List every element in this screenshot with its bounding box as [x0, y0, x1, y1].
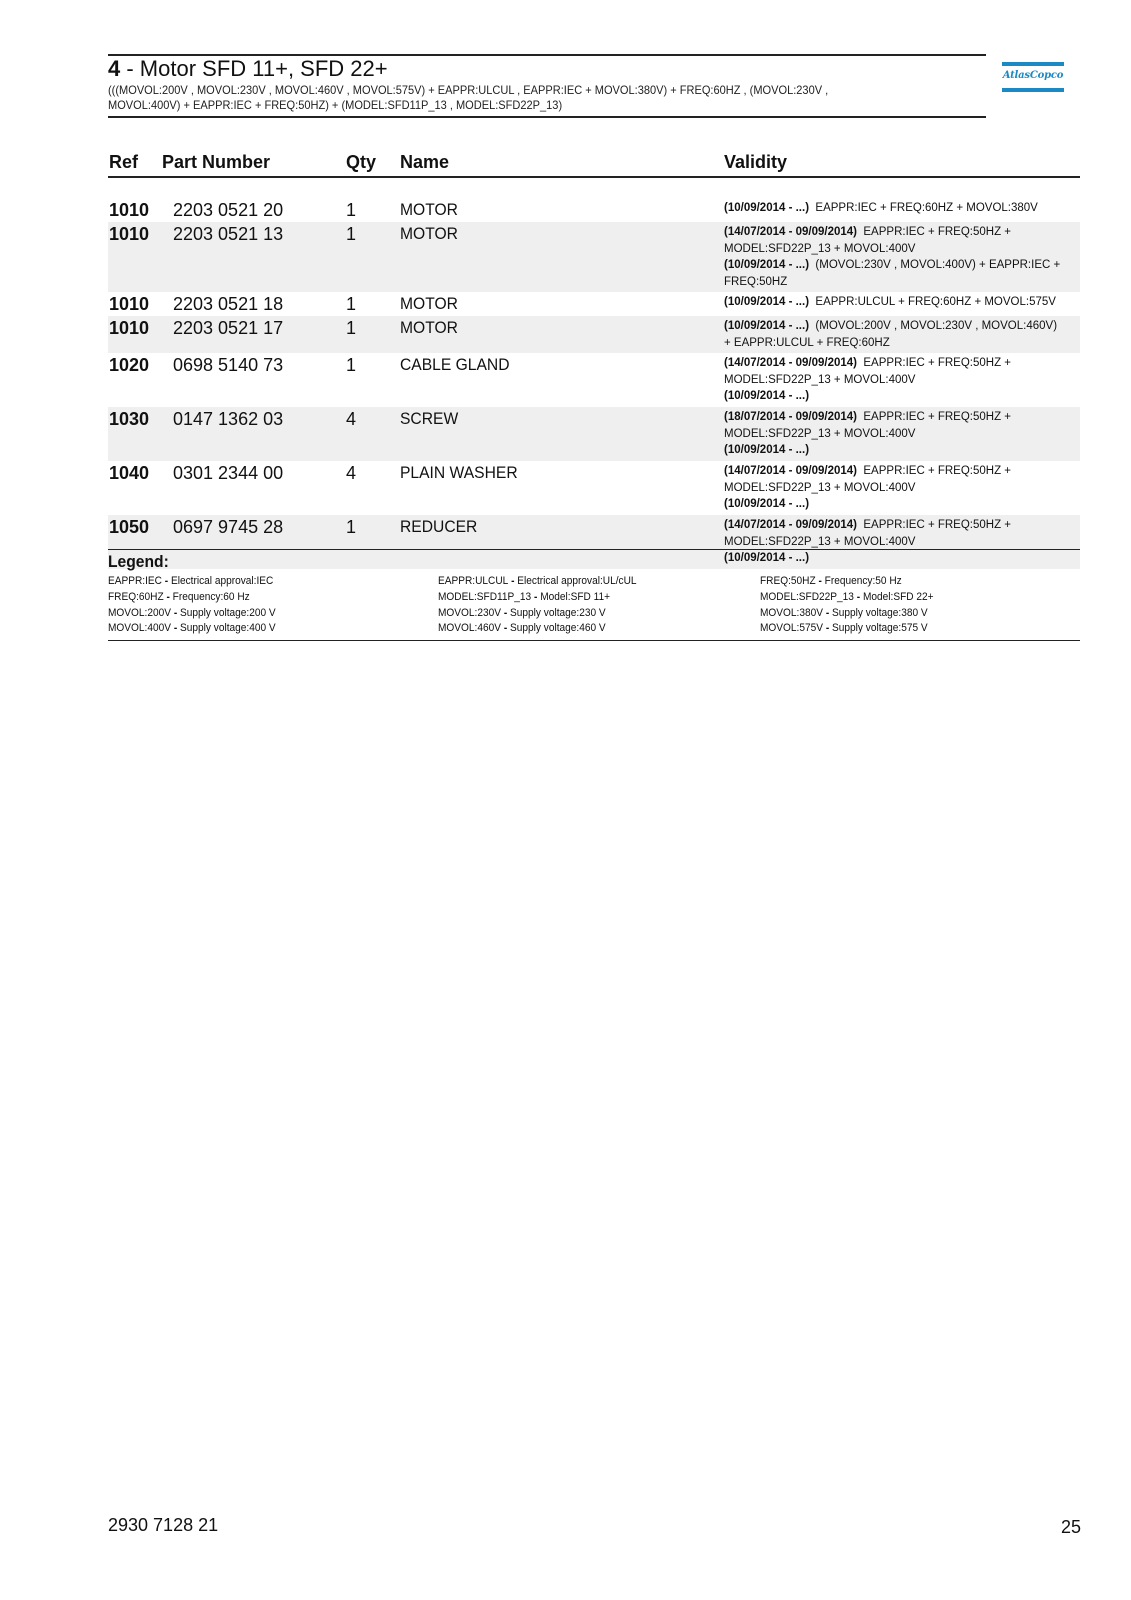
- logo-text: AtlasCopco: [1002, 70, 1064, 81]
- legend-item: [760, 621, 934, 637]
- legend-key: MOVOL:575V: [760, 622, 824, 635]
- legend-separator: -: [531, 590, 541, 603]
- cell-qty: 1: [346, 224, 357, 244]
- table-header: [108, 150, 1080, 178]
- legend-grid: [108, 574, 1080, 638]
- legend-column: [438, 574, 637, 637]
- legend-description: Electrical approval:IEC: [170, 575, 274, 587]
- table-row: [108, 407, 1080, 461]
- legend-description: Supply voltage:230 V: [510, 606, 606, 619]
- legend-item: [108, 621, 276, 637]
- legend-key: FREQ:60HZ: [108, 590, 164, 603]
- table-row: [108, 316, 1080, 353]
- validity-entry: [724, 388, 1064, 405]
- table-row: [108, 222, 1080, 292]
- validity-entry: [724, 257, 1064, 290]
- legend-key: EAPPR:IEC: [108, 575, 162, 587]
- validity-date-range: (10/09/2014 - ...): [724, 498, 810, 510]
- table-body: [108, 198, 1080, 569]
- validity-date-range: (14/07/2014 - 09/09/2014): [724, 465, 857, 477]
- legend-separator: -: [163, 590, 173, 603]
- validity-condition: EAPPR:IEC + FREQ:60HZ + MOVOL:380V: [815, 202, 1038, 214]
- validity-date-range: (14/07/2014 - 09/09/2014): [724, 357, 857, 369]
- validity-date-range: (14/07/2014 - 09/09/2014): [724, 519, 857, 531]
- cell-validity: [724, 316, 1064, 353]
- validity-condition: EAPPR:ULCUL + FREQ:60HZ + MOVOL:575V: [815, 296, 1056, 308]
- legend-item: [108, 590, 276, 606]
- section-title: - Motor SFD 11+, SFD 22+: [120, 56, 388, 81]
- cell-name: SCREW: [400, 409, 459, 428]
- legend-separator: -: [501, 606, 511, 619]
- cell-qty: 1: [346, 355, 357, 375]
- legend-key: MOVOL:460V: [438, 622, 502, 635]
- validity-entry: [724, 442, 1064, 459]
- cell-validity: [724, 461, 1064, 515]
- cell-qty: 1: [346, 294, 357, 314]
- legend-key: MOVOL:200V: [108, 606, 172, 619]
- legend-item: [760, 590, 934, 606]
- legend-key: MOVOL:230V: [438, 606, 502, 619]
- legend-item: [438, 621, 637, 637]
- cell-validity: [724, 222, 1064, 292]
- cell-validity: [724, 198, 1064, 219]
- validity-date-range: (10/09/2014 - ...): [724, 296, 810, 308]
- cell-validity: [724, 353, 1064, 407]
- cell-ref: 1040: [109, 463, 150, 483]
- validity-date-range: (10/09/2014 - ...): [724, 390, 810, 402]
- page-number: 25: [1060, 1517, 1081, 1537]
- logo-bottom-bar: [1002, 88, 1064, 92]
- legend-separator: -: [508, 575, 518, 587]
- validity-date-range: (18/07/2014 - 09/09/2014): [724, 411, 857, 423]
- validity-date-range: (10/09/2014 - ...): [724, 259, 810, 271]
- legend-separator: -: [171, 622, 181, 635]
- validity-condition: EAPPR:IEC + FREQ:50HZ + MODEL:SFD22P_13 + MOVOL:400V: [724, 465, 1012, 494]
- page-header: [108, 54, 986, 118]
- legend-description: Model:SFD 22+: [862, 590, 934, 603]
- legend-key: FREQ:50HZ: [760, 575, 816, 587]
- legend-separator: -: [501, 622, 511, 635]
- legend-separator: -: [823, 622, 833, 635]
- legend-description: Frequency:50 Hz: [824, 575, 902, 587]
- validity-date-range: (14/07/2014 - 09/09/2014): [724, 226, 857, 238]
- legend-separator: -: [853, 590, 863, 603]
- legend-item: [108, 606, 276, 622]
- header-part-number: Part Number: [162, 152, 271, 172]
- legend-key: MODEL:SFD22P_13: [760, 590, 854, 603]
- legend-item: [760, 606, 934, 622]
- validity-condition: (MOVOL:230V , MOVOL:400V) + EAPPR:IEC + FREQ:50HZ: [724, 259, 1061, 288]
- validity-entry: [724, 409, 1064, 442]
- legend-item: [438, 574, 637, 590]
- table-row: [108, 198, 1080, 222]
- atlas-copco-logo: [1002, 62, 1064, 94]
- validity-entry: [724, 463, 1064, 496]
- validity-condition: EAPPR:IEC + FREQ:50HZ + MODEL:SFD22P_13 + MOVOL:400V: [724, 519, 1012, 548]
- cell-part-number: 0301 2344 00: [173, 463, 284, 483]
- validity-date-range: (10/09/2014 - ...): [724, 202, 810, 214]
- legend-description: Supply voltage:380 V: [832, 606, 928, 619]
- table-row: [108, 353, 1080, 407]
- legend-separator: -: [161, 575, 171, 587]
- legend-description: Supply voltage:575 V: [832, 622, 928, 635]
- validity-entry: [724, 294, 1064, 311]
- cell-name: REDUCER: [400, 517, 478, 536]
- legend-column: [108, 574, 276, 637]
- validity-date-range: (10/09/2014 - ...): [724, 552, 810, 564]
- document-number: 2930 7128 21: [108, 1515, 219, 1535]
- cell-part-number: 0698 5140 73: [173, 355, 284, 375]
- cell-name: MOTOR: [400, 200, 458, 219]
- table-row: [108, 461, 1080, 515]
- cell-qty: 4: [346, 463, 357, 483]
- header-ref: Ref: [109, 152, 139, 172]
- cell-part-number: 2203 0521 20: [173, 200, 284, 220]
- cell-validity: [724, 292, 1064, 313]
- validity-entry: [724, 355, 1064, 388]
- legend-key: MODEL:SFD11P_13: [438, 590, 532, 603]
- cell-ref: 1020: [109, 355, 150, 375]
- validity-entry: [724, 496, 1064, 513]
- cell-part-number: 0147 1362 03: [173, 409, 284, 429]
- cell-name: PLAIN WASHER: [400, 463, 518, 482]
- cell-qty: 4: [346, 409, 357, 429]
- cell-name: CABLE GLAND: [400, 355, 510, 374]
- legend-column: [760, 574, 934, 637]
- legend-description: Frequency:60 Hz: [172, 590, 250, 603]
- legend-item: [438, 606, 637, 622]
- cell-part-number: 2203 0521 18: [173, 294, 284, 314]
- legend-key: MOVOL:380V: [760, 606, 824, 619]
- legend-description: Model:SFD 11+: [540, 590, 611, 603]
- legend-description: Supply voltage:400 V: [180, 622, 276, 635]
- cell-ref: 1030: [109, 409, 150, 429]
- cell-part-number: 2203 0521 13: [173, 224, 284, 244]
- legend-item: [438, 590, 637, 606]
- header-qty: Qty: [346, 152, 377, 172]
- legend-description: Supply voltage:460 V: [510, 622, 606, 635]
- validity-entry: [724, 318, 1064, 351]
- validity-entry: [724, 200, 1064, 217]
- cell-ref: 1010: [109, 200, 150, 220]
- validity-condition: (MOVOL:200V , MOVOL:230V , MOVOL:460V) + EAPPR:ULCUL + FREQ:60HZ: [724, 320, 1058, 349]
- validity-entry: [724, 224, 1064, 257]
- validity-date-range: (10/09/2014 - ...): [724, 320, 810, 332]
- cell-validity: [724, 407, 1064, 461]
- table-row: [108, 292, 1080, 316]
- cell-qty: 1: [346, 200, 357, 220]
- cell-name: MOTOR: [400, 294, 458, 313]
- page-title: [108, 57, 986, 81]
- validity-condition: EAPPR:IEC + FREQ:50HZ + MODEL:SFD22P_13 + MOVOL:400V: [724, 226, 1012, 255]
- legend-key: MOVOL:400V: [108, 622, 172, 635]
- validity-condition: EAPPR:IEC + FREQ:50HZ + MODEL:SFD22P_13 + MOVOL:400V: [724, 411, 1012, 440]
- cell-name: MOTOR: [400, 224, 458, 243]
- cell-part-number: 2203 0521 17: [173, 318, 284, 338]
- legend-item: [108, 574, 276, 590]
- legend-description: Supply voltage:200 V: [180, 606, 276, 619]
- legend-key: EAPPR:ULCUL: [438, 575, 509, 587]
- section-number: 4: [108, 56, 121, 81]
- validity-condition: EAPPR:IEC + FREQ:50HZ + MODEL:SFD22P_13 + MOVOL:400V: [724, 357, 1012, 386]
- legend: [108, 549, 1080, 641]
- cell-ref: 1010: [109, 318, 150, 338]
- legend-item: [760, 574, 934, 590]
- parts-table: [108, 150, 1080, 569]
- cell-ref: 1010: [109, 294, 150, 314]
- legend-description: Electrical approval:UL/cUL: [517, 575, 637, 587]
- cell-ref: 1010: [109, 224, 150, 244]
- cell-part-number: 0697 9745 28: [173, 517, 284, 537]
- cell-name: MOTOR: [400, 318, 458, 337]
- legend-title: Legend:: [108, 552, 169, 571]
- cell-ref: 1050: [109, 517, 150, 537]
- legend-separator: -: [171, 606, 181, 619]
- cell-qty: 1: [346, 318, 357, 338]
- applicability-expression: (((MOVOL:200V , MOVOL:230V , MOVOL:460V , MOVOL:575V) + EAPPR:ULCUL , EAPPR:IEC + MOVOL:380V) + FREQ:60HZ , (MOVOL:230V , MOVOL:400V) + EAPPR:IEC + FREQ:50HZ) + (MODEL:SFD11P_13 , MODEL:SFD22P_13): [108, 83, 829, 112]
- legend-separator: -: [823, 606, 833, 619]
- header-name: Name: [400, 152, 450, 172]
- validity-entry: [724, 517, 1064, 550]
- header-validity: Validity: [724, 152, 788, 172]
- validity-date-range: (10/09/2014 - ...): [724, 444, 810, 456]
- legend-separator: -: [815, 575, 825, 587]
- cell-qty: 1: [346, 517, 357, 537]
